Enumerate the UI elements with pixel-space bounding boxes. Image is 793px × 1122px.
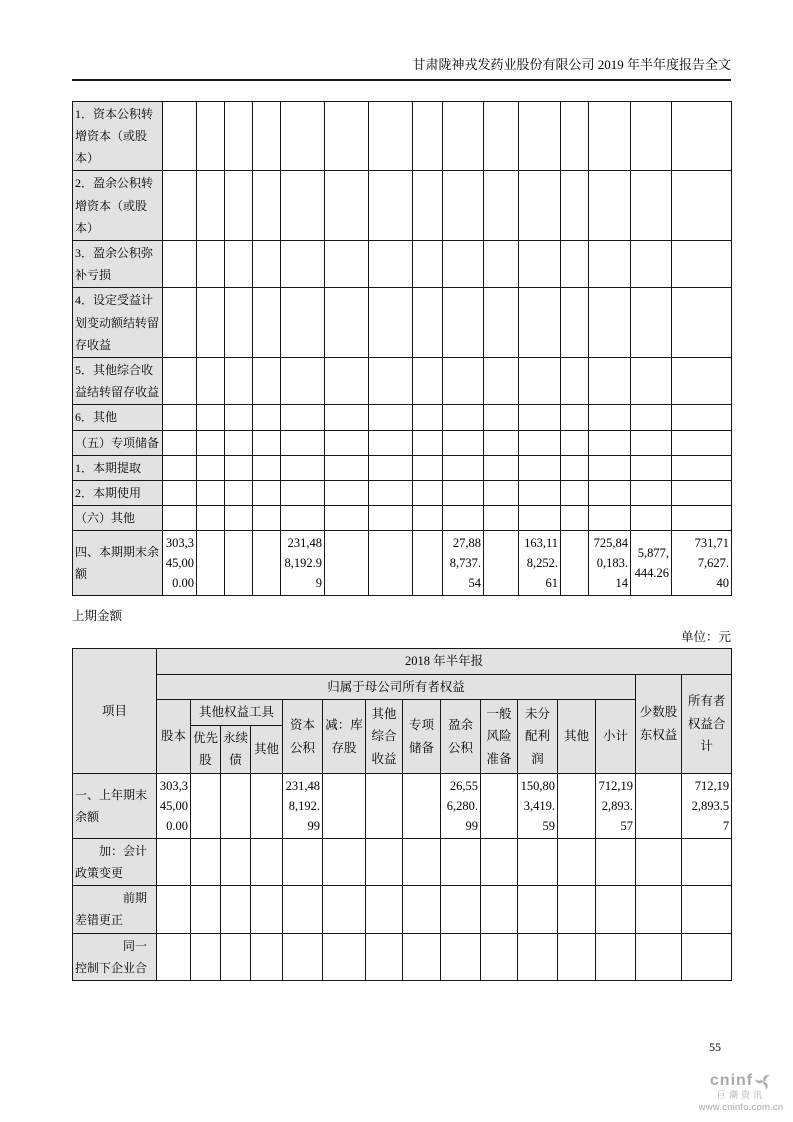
value-cell: 731,717,627.40 — [672, 531, 732, 596]
empty-cell — [369, 171, 413, 241]
empty-cell — [197, 288, 225, 358]
empty-cell — [558, 838, 596, 885]
table-row — [73, 886, 732, 933]
column-header-other-tools: 其他 — [251, 725, 283, 773]
table-row — [73, 405, 732, 430]
empty-cell — [403, 886, 441, 933]
empty-cell — [281, 455, 325, 480]
empty-cell — [283, 933, 323, 980]
empty-cell — [561, 430, 589, 455]
column-header-preferred-stock: 优先股 — [191, 725, 221, 773]
empty-cell — [281, 241, 325, 288]
column-header-capital-reserve: 资本公积 — [283, 700, 323, 774]
empty-cell — [596, 886, 636, 933]
empty-cell — [191, 886, 221, 933]
empty-cell — [518, 933, 558, 980]
page-number: 55 — [709, 1040, 721, 1054]
empty-cell — [325, 241, 369, 288]
empty-cell — [589, 405, 631, 430]
table-row — [73, 357, 732, 404]
empty-cell — [413, 531, 443, 596]
empty-cell — [631, 288, 672, 358]
empty-cell — [636, 886, 682, 933]
empty-cell — [369, 101, 413, 171]
prior-period-table-header — [73, 649, 732, 774]
empty-cell — [443, 241, 484, 288]
empty-cell — [281, 480, 325, 505]
empty-cell — [596, 838, 636, 885]
row-label: 1．资本公积转增资本（或股本） — [73, 101, 163, 171]
empty-cell — [481, 838, 518, 885]
empty-cell — [561, 241, 589, 288]
empty-cell — [163, 357, 197, 404]
empty-cell — [197, 480, 225, 505]
empty-cell — [443, 430, 484, 455]
column-header-undistributed-profit: 未分配利润 — [518, 700, 558, 774]
empty-cell — [281, 506, 325, 531]
empty-cell — [561, 288, 589, 358]
empty-cell — [325, 357, 369, 404]
empty-cell — [221, 886, 251, 933]
column-header-period: 2018 年半年报 — [157, 649, 732, 675]
empty-cell — [561, 405, 589, 430]
empty-cell — [325, 171, 369, 241]
empty-cell — [221, 838, 251, 885]
empty-cell — [631, 357, 672, 404]
empty-cell — [197, 171, 225, 241]
empty-cell — [253, 430, 281, 455]
empty-cell — [157, 886, 191, 933]
empty-cell — [441, 933, 481, 980]
empty-cell — [413, 357, 443, 404]
empty-cell — [325, 405, 369, 430]
empty-cell — [484, 405, 519, 430]
empty-cell — [443, 480, 484, 505]
empty-cell — [225, 241, 253, 288]
empty-cell — [325, 531, 369, 596]
empty-cell — [163, 288, 197, 358]
column-header-parent-equity: 归属于母公司所有者权益 — [157, 674, 636, 700]
empty-cell — [225, 101, 253, 171]
empty-cell — [253, 101, 281, 171]
empty-cell — [157, 838, 191, 885]
empty-cell — [366, 773, 403, 838]
column-header-other-equity-tools: 其他权益工具 — [191, 700, 283, 726]
empty-cell — [484, 506, 519, 531]
empty-cell — [163, 171, 197, 241]
empty-cell — [225, 506, 253, 531]
empty-cell — [443, 171, 484, 241]
empty-cell — [369, 455, 413, 480]
empty-cell — [191, 933, 221, 980]
document-title: 甘肃陇神戎发药业股份有限公司 2019 年半年度报告全文 — [412, 57, 731, 72]
empty-cell — [413, 405, 443, 430]
empty-cell — [682, 933, 732, 980]
empty-cell — [225, 531, 253, 596]
value-cell: 163,118,252.61 — [519, 531, 561, 596]
empty-cell — [441, 838, 481, 885]
unit-label: 单位：元 — [680, 630, 731, 645]
empty-cell — [561, 357, 589, 404]
empty-cell — [369, 531, 413, 596]
header-row-period — [73, 649, 732, 675]
empty-cell — [197, 455, 225, 480]
value-cell: 725,840,183.14 — [589, 531, 631, 596]
empty-cell — [251, 838, 283, 885]
empty-cell — [191, 838, 221, 885]
empty-cell — [636, 773, 682, 838]
value-cell: 303,345,000.00 — [163, 531, 197, 596]
empty-cell — [519, 357, 561, 404]
empty-cell — [481, 886, 518, 933]
empty-cell — [631, 480, 672, 505]
empty-cell — [484, 288, 519, 358]
empty-cell — [443, 101, 484, 171]
table-row — [73, 430, 732, 455]
empty-cell — [323, 773, 366, 838]
empty-cell — [366, 838, 403, 885]
empty-cell — [484, 455, 519, 480]
empty-cell — [561, 506, 589, 531]
header-row-main — [73, 700, 732, 726]
empty-cell — [519, 171, 561, 241]
row-label: 1．本期提取 — [73, 455, 163, 480]
column-header-subtotal: 小计 — [596, 700, 636, 774]
empty-cell — [519, 455, 561, 480]
table-row — [73, 171, 732, 241]
empty-cell — [225, 480, 253, 505]
empty-cell — [589, 288, 631, 358]
empty-cell — [672, 430, 732, 455]
document-header — [72, 57, 731, 81]
empty-cell — [672, 506, 732, 531]
empty-cell — [441, 886, 481, 933]
column-header-item: 项目 — [73, 649, 157, 774]
empty-cell — [283, 886, 323, 933]
table-row — [73, 480, 732, 505]
empty-cell — [589, 506, 631, 531]
row-label: 2．盈余公积转增资本（或股本） — [73, 171, 163, 241]
empty-cell — [672, 455, 732, 480]
empty-cell — [519, 101, 561, 171]
empty-cell — [369, 357, 413, 404]
empty-cell — [413, 288, 443, 358]
empty-cell — [672, 101, 732, 171]
empty-cell — [519, 480, 561, 505]
empty-cell — [518, 886, 558, 933]
empty-cell — [519, 430, 561, 455]
empty-cell — [443, 405, 484, 430]
empty-cell — [682, 838, 732, 885]
empty-cell — [369, 480, 413, 505]
table-row — [73, 101, 732, 171]
row-label: 同一控制下企业合 — [73, 933, 157, 980]
column-header-total-equity: 所有者权益合计 — [682, 674, 732, 773]
empty-cell — [163, 101, 197, 171]
empty-cell — [672, 480, 732, 505]
empty-cell — [413, 430, 443, 455]
empty-cell — [631, 171, 672, 241]
empty-cell — [197, 241, 225, 288]
empty-cell — [518, 838, 558, 885]
column-header-share-capital: 股本 — [157, 700, 191, 774]
empty-cell — [197, 101, 225, 171]
cninfo-brand-text: cninf — [709, 1072, 754, 1089]
empty-cell — [163, 405, 197, 430]
empty-cell — [561, 101, 589, 171]
empty-cell — [325, 101, 369, 171]
empty-cell — [197, 357, 225, 404]
empty-cell — [253, 506, 281, 531]
value-cell: 5,877,444.26 — [631, 531, 672, 596]
empty-cell — [519, 506, 561, 531]
empty-cell — [281, 288, 325, 358]
value-cell: 231,488,192.99 — [281, 531, 325, 596]
empty-cell — [281, 101, 325, 171]
empty-cell — [221, 773, 251, 838]
table-row — [73, 288, 732, 358]
column-header-other-comprehensive-income: 其他综合收益 — [366, 700, 403, 774]
value-cell: 231,488,192.99 — [283, 773, 323, 838]
empty-cell — [163, 241, 197, 288]
row-label: 6．其他 — [73, 405, 163, 430]
row-label: 加：会计政策变更 — [73, 838, 157, 885]
column-header-special-reserve: 专项储备 — [403, 700, 441, 774]
empty-cell — [561, 171, 589, 241]
prior-period-section-label: 上期金额 — [72, 609, 123, 624]
empty-cell — [672, 405, 732, 430]
value-cell: 26,556,280.99 — [441, 773, 481, 838]
empty-cell — [225, 171, 253, 241]
empty-cell — [281, 357, 325, 404]
empty-cell — [484, 531, 519, 596]
empty-cell — [197, 430, 225, 455]
empty-cell — [251, 933, 283, 980]
cninfo-chinese-name: 巨潮资讯 — [716, 1090, 765, 1100]
empty-cell — [163, 506, 197, 531]
value-cell: 712,192,893.57 — [596, 773, 636, 838]
empty-cell — [672, 171, 732, 241]
empty-cell — [413, 480, 443, 505]
empty-cell — [325, 430, 369, 455]
empty-cell — [323, 886, 366, 933]
value-cell: 712,192,893.57 — [682, 773, 732, 838]
empty-cell — [484, 101, 519, 171]
empty-cell — [443, 506, 484, 531]
empty-cell — [589, 455, 631, 480]
empty-cell — [253, 455, 281, 480]
empty-cell — [163, 480, 197, 505]
empty-cell — [325, 506, 369, 531]
empty-cell — [589, 357, 631, 404]
column-header-minority-interest: 少数股东权益 — [636, 674, 682, 773]
empty-cell — [413, 455, 443, 480]
empty-cell — [672, 357, 732, 404]
empty-cell — [631, 430, 672, 455]
table-row — [73, 241, 732, 288]
value-cell: 303,345,000.00 — [157, 773, 191, 838]
empty-cell — [682, 886, 732, 933]
row-label: 5．其他综合收益结转留存收益 — [73, 357, 163, 404]
column-header-other: 其他 — [558, 700, 596, 774]
empty-cell — [325, 288, 369, 358]
empty-cell — [672, 241, 732, 288]
empty-cell — [366, 933, 403, 980]
empty-cell — [413, 241, 443, 288]
empty-cell — [558, 886, 596, 933]
table-row — [73, 773, 732, 838]
table-row — [73, 838, 732, 885]
empty-cell — [413, 101, 443, 171]
empty-cell — [519, 241, 561, 288]
empty-cell — [443, 455, 484, 480]
empty-cell — [561, 531, 589, 596]
row-label: 前期差错更正 — [73, 886, 157, 933]
empty-cell — [283, 838, 323, 885]
empty-cell — [366, 886, 403, 933]
empty-cell — [323, 933, 366, 980]
empty-cell — [253, 531, 281, 596]
cninfo-swirl-icon — [755, 1073, 772, 1090]
empty-cell — [253, 357, 281, 404]
empty-cell — [589, 241, 631, 288]
empty-cell — [413, 506, 443, 531]
row-label: 四、本期期末余额 — [73, 531, 163, 596]
empty-cell — [631, 506, 672, 531]
empty-cell — [253, 171, 281, 241]
empty-cell — [191, 773, 221, 838]
empty-cell — [225, 455, 253, 480]
empty-cell — [197, 531, 225, 596]
table-row — [73, 455, 732, 480]
empty-cell — [631, 405, 672, 430]
row-label: 3．盈余公积弥补亏损 — [73, 241, 163, 288]
empty-cell — [481, 933, 518, 980]
empty-cell — [369, 405, 413, 430]
empty-cell — [225, 288, 253, 358]
empty-cell — [253, 480, 281, 505]
empty-cell — [484, 430, 519, 455]
empty-cell — [589, 430, 631, 455]
empty-cell — [325, 480, 369, 505]
empty-cell — [253, 405, 281, 430]
empty-cell — [253, 288, 281, 358]
empty-cell — [281, 430, 325, 455]
column-header-surplus-reserve: 盈余公积 — [441, 700, 481, 774]
empty-cell — [589, 480, 631, 505]
row-label: （六）其他 — [73, 506, 163, 531]
empty-cell — [403, 838, 441, 885]
current-period-equity-table — [72, 101, 732, 596]
empty-cell — [225, 430, 253, 455]
empty-cell — [631, 241, 672, 288]
current-period-table-body — [73, 101, 732, 595]
column-header-less-treasury-stock: 减：库存股 — [323, 700, 366, 774]
empty-cell — [403, 933, 441, 980]
empty-cell — [636, 933, 682, 980]
empty-cell — [369, 506, 413, 531]
empty-cell — [484, 171, 519, 241]
table-row — [73, 933, 732, 980]
empty-cell — [197, 405, 225, 430]
empty-cell — [443, 288, 484, 358]
row-label: 2．本期使用 — [73, 480, 163, 505]
empty-cell — [403, 773, 441, 838]
empty-cell — [221, 933, 251, 980]
cninfo-logo — [693, 1072, 789, 1113]
value-cell: 27,888,737.54 — [443, 531, 484, 596]
row-label: 4．设定受益计划变动额结转留存收益 — [73, 288, 163, 358]
empty-cell — [281, 171, 325, 241]
empty-cell — [561, 455, 589, 480]
empty-cell — [253, 241, 281, 288]
empty-cell — [225, 357, 253, 404]
empty-cell — [672, 288, 732, 358]
column-header-general-risk-reserve: 一般风险准备 — [481, 700, 518, 774]
empty-cell — [481, 773, 518, 838]
empty-cell — [251, 886, 283, 933]
empty-cell — [369, 430, 413, 455]
empty-cell — [325, 455, 369, 480]
row-label: （五）专项储备 — [73, 430, 163, 455]
prior-period-table-body — [73, 773, 732, 980]
empty-cell — [197, 506, 225, 531]
empty-cell — [484, 480, 519, 505]
empty-cell — [369, 288, 413, 358]
empty-cell — [157, 933, 191, 980]
column-header-perpetual-bond: 永续债 — [221, 725, 251, 773]
empty-cell — [413, 171, 443, 241]
empty-cell — [631, 455, 672, 480]
empty-cell — [484, 357, 519, 404]
prior-period-equity-table — [72, 648, 732, 981]
empty-cell — [163, 455, 197, 480]
empty-cell — [558, 933, 596, 980]
cninfo-url-text: www.cninfo.com.cn — [698, 1102, 784, 1113]
table-row — [73, 531, 732, 596]
empty-cell — [631, 101, 672, 171]
empty-cell — [281, 405, 325, 430]
empty-cell — [596, 933, 636, 980]
value-cell: 150,803,419.59 — [518, 773, 558, 838]
empty-cell — [443, 357, 484, 404]
empty-cell — [519, 288, 561, 358]
table-row — [73, 506, 732, 531]
empty-cell — [519, 405, 561, 430]
empty-cell — [558, 773, 596, 838]
empty-cell — [589, 101, 631, 171]
empty-cell — [589, 171, 631, 241]
empty-cell — [484, 241, 519, 288]
empty-cell — [225, 405, 253, 430]
row-label: 一、上年期末余额 — [73, 773, 157, 838]
empty-cell — [323, 838, 366, 885]
header-row-group — [73, 674, 732, 700]
empty-cell — [636, 838, 682, 885]
empty-cell — [561, 480, 589, 505]
empty-cell — [163, 430, 197, 455]
empty-cell — [369, 241, 413, 288]
empty-cell — [251, 773, 283, 838]
